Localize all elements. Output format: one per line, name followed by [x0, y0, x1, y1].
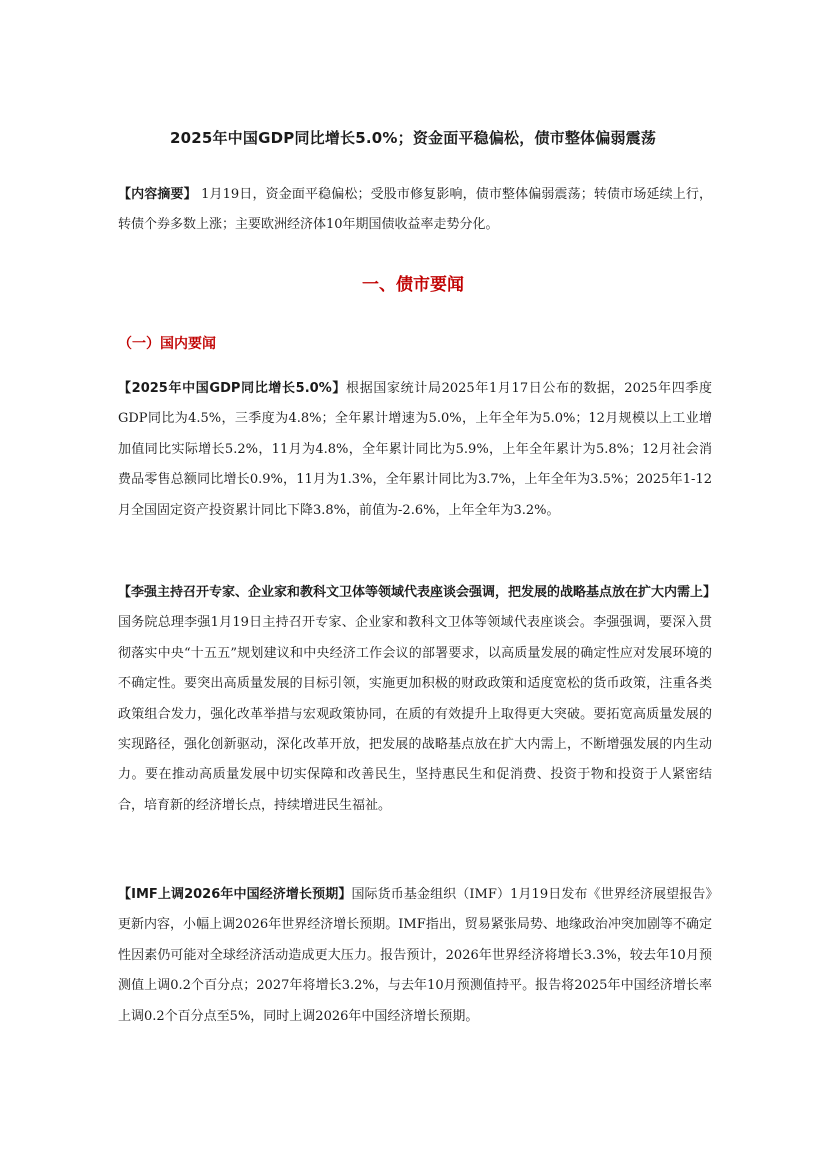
news-item-lead: 【IMF上调2026年中国经济增长预期】: [118, 887, 352, 902]
document-title: 2025年中国GDP同比增长5.0%；资金面平稳偏松，债市整体偏弱震荡: [169, 129, 657, 147]
content-summary: [118, 180, 712, 240]
news-item-body: 国务院总理李强1月19日主持召开专家、企业家和教科文卫体等领域代表座谈会。李强强调，要深入贯彻落实中央“十五五”规划建议和中央经济工作会议的部署要求，以高质量发展的确定性应对发展环境的不确定性。要突出高质量发展的目标引领，实施更加积极的财政政策和适度宽松的货币政策，注重各类政策组合发力，强化改革举措与宏观政策协同，在质的有效提升上取得更大突破。要拓宽高质量发展的实现路径，强化创新驱动，深化改革开放，把发展的战略基点放在扩大内需上，不断增强发展的内生动力。要在推动高质量发展中切实保障和改善民生，坚持惠民生和促消费、投资于物和投资于人紧密结合，培育新的经济增长点，持续增进民生福祉。: [118, 615, 712, 813]
news-item-lead: 【李强主持召开专家、企业家和教科文卫体等领域代表座谈会强调，把发展的战略基点放在扩大内需上】: [118, 585, 717, 600]
news-item-gdp: [118, 374, 712, 526]
news-item-imf: [118, 880, 712, 1032]
news-item-lead: 【2025年中国GDP同比增长5.0%】: [118, 381, 347, 396]
news-item-body: 国际货币基金组织（IMF）1月19日发布《世界经济展望报告》更新内容，小幅上调2026年世界经济增长预期。IMF指出，贸易紧张局势、地缘政治冲突加剧等不确定性因素仍可能对全球经济活动造成更大压力。报告预计，2026年世界经济将增长3.3%，较去年10月预测值上调0.2个百分点；2027年将增长3.2%，与去年10月预测值持平。报告将2025年中国经济增长率上调0.2个百分点至5%，同时上调2026年中国经济增长预期。: [118, 887, 712, 1024]
sub-heading: （一）国内要闻: [118, 336, 216, 352]
news-item-li-qiang: [118, 578, 717, 821]
summary-text: 1月19日，资金面平稳偏松；受股市修复影响，债市整体偏弱震荡；转债市场延续上行，转债个券多数上涨；主要欧洲经济体10年期国债收益率走势分化。: [118, 187, 712, 232]
section-heading: 一、债市要闻: [362, 275, 464, 295]
news-item-body: 根据国家统计局2025年1月17日公布的数据，2025年四季度GDP同比为4.5%，三季度为4.8%；全年累计增速为5.0%，上年全年为5.0%；12月规模以上工业增加值同比实际增长5.2%，11月为4.8%，全年累计同比为5.9%，上年全年累计为5.8%；12月社会消费品零售总额同比增长0.9%，11月为1.3%，全年累计同比为3.7%，上年全年为3.5%；2025年1-12月全国固定资产投资累计同比下降3.8%，前值为-2.6%，上年全年为3.2%。: [118, 381, 712, 518]
summary-tag: 【内容摘要】: [118, 187, 197, 202]
